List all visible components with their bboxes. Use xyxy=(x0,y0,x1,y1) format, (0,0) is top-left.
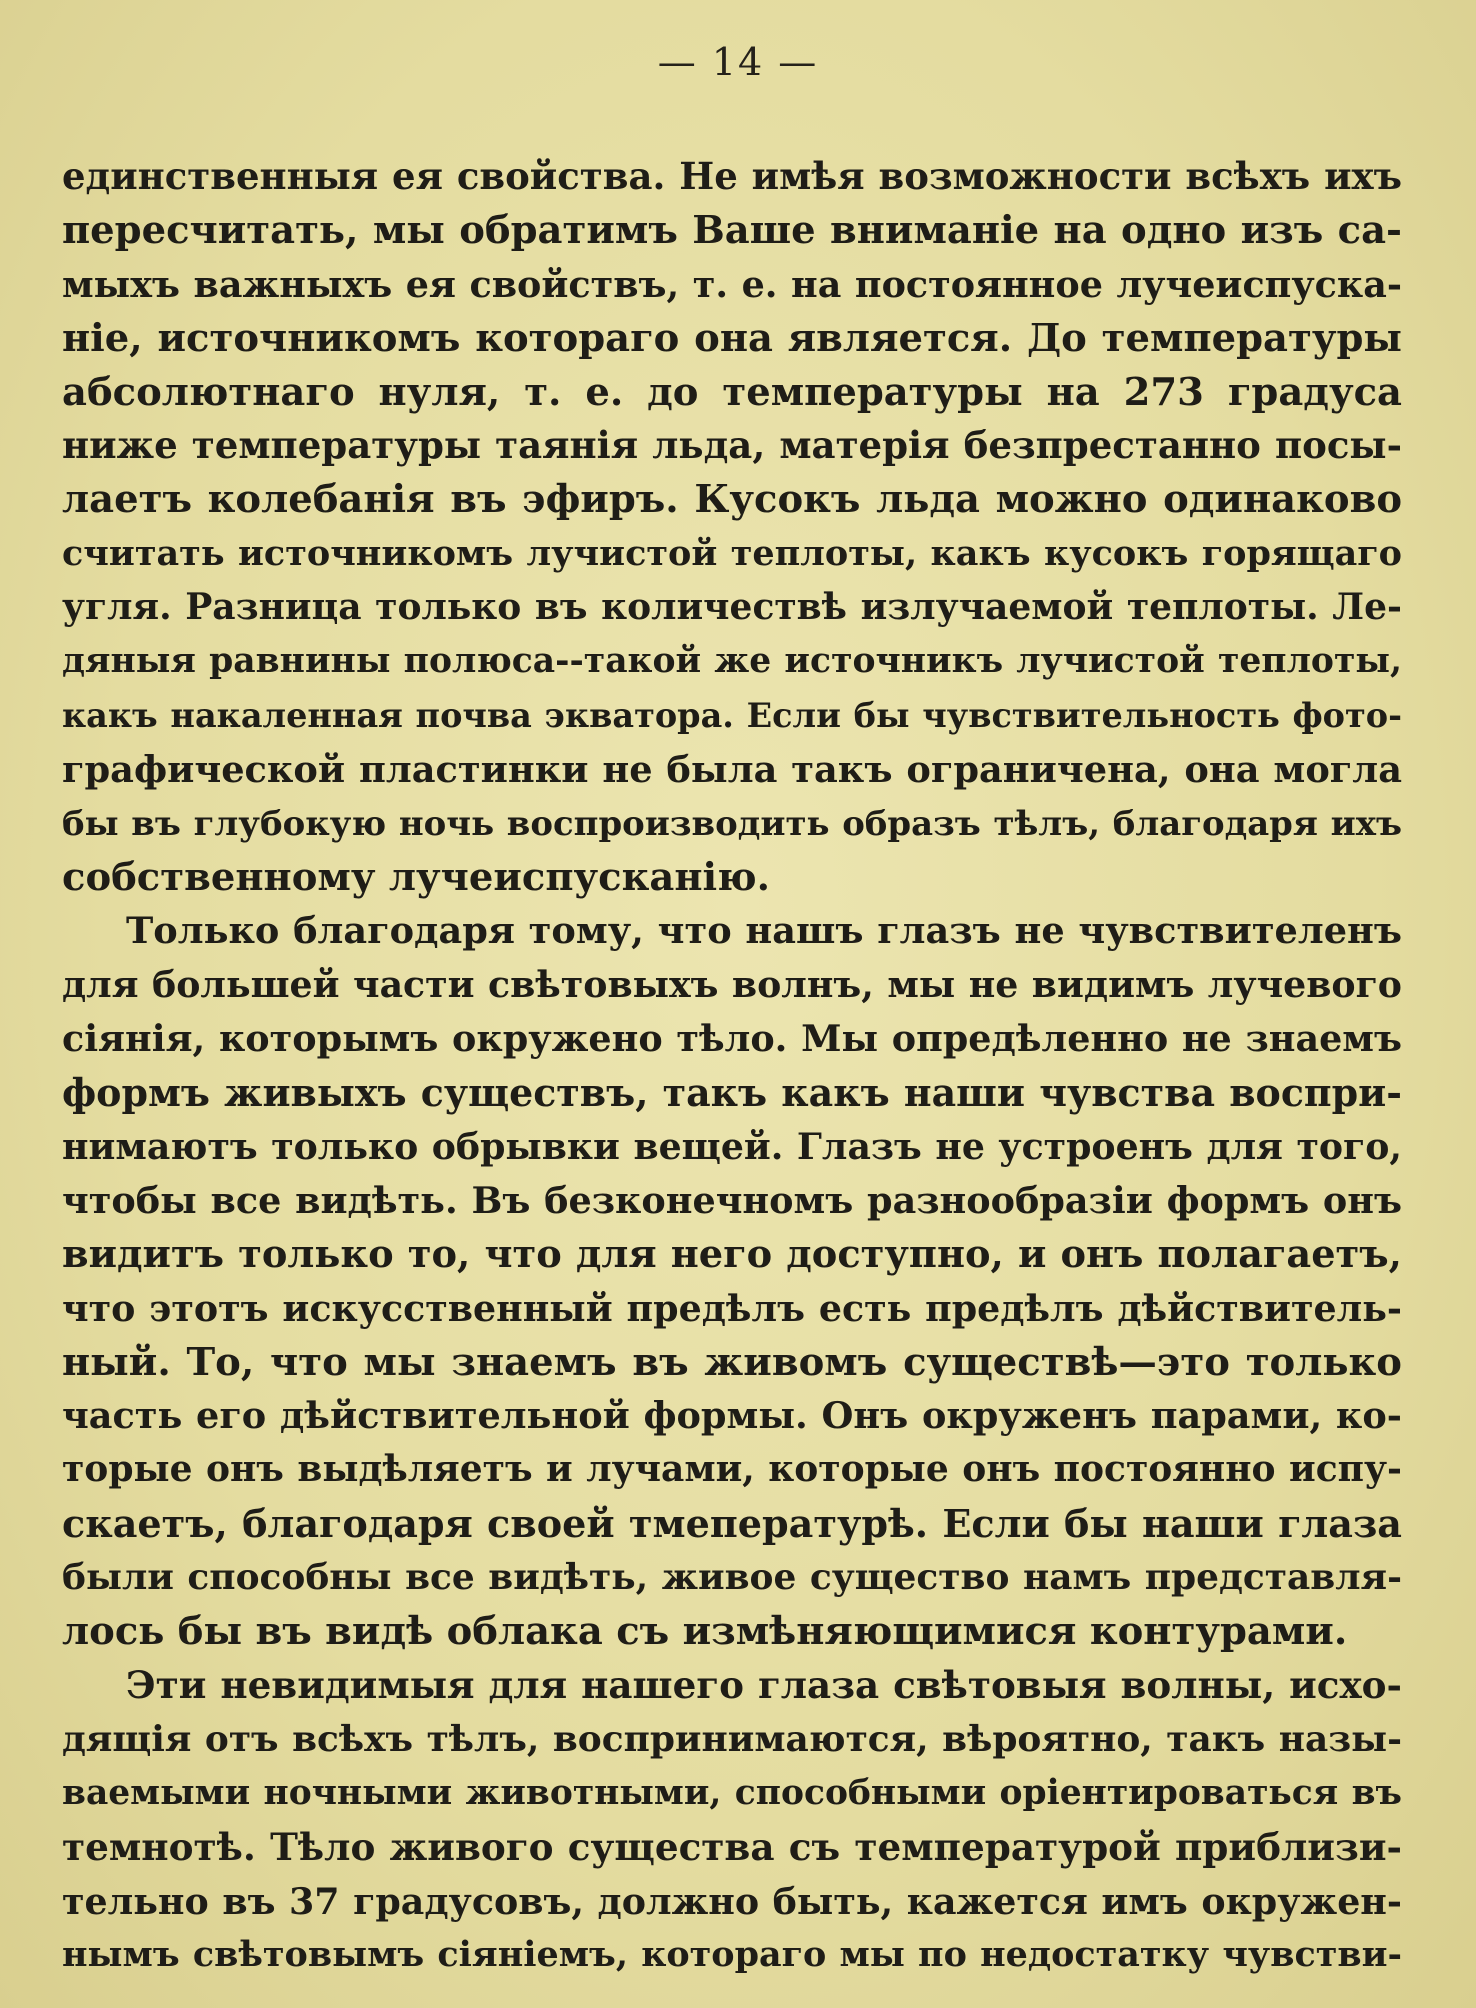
paragraph-end-line: собственному лучеиспусканію. xyxy=(62,854,771,900)
text-line: пересчитать, мы обратимъ Ваше вниманіе на одно изъ са- xyxy=(62,207,1402,253)
text-line: мыхъ важныхъ ея свойствъ, т. е. на постоянное лучеиспуска- xyxy=(62,262,1402,306)
text-line: абсолютнаго нуля, т. е. до температуры на 273 градуса xyxy=(62,369,1402,415)
text-line: тельно въ 37 градусовъ, должно быть, кажется имъ окружен- xyxy=(62,1879,1402,1923)
text-line: сіянія, которымъ окружено тѣло. Мы опредѣленно не знаемъ xyxy=(62,1017,1402,1061)
body-text xyxy=(62,150,1402,1982)
text-line: бы въ глубокую ночь воспроизводить образъ тѣлъ, благодаря ихъ xyxy=(62,802,1402,843)
text-line: ніе, источникомъ котораго она является. До температуры xyxy=(62,315,1402,361)
paragraph-end-line: лось бы въ видѣ облака съ измѣняющимися контурами. xyxy=(62,1609,1348,1655)
text-line: дящія отъ всѣхъ тѣлъ, воспринимаются, вѣроятно, такъ назы- xyxy=(62,1717,1402,1760)
text-line: лаетъ колебанія въ эфиръ. Кусокъ льда можно одинаково xyxy=(62,477,1402,523)
text-line: считать источникомъ лучистой теплоты, какъ кусокъ горящаго xyxy=(62,533,1402,575)
text-line: ный. То, что мы знаемъ въ живомъ существѣ—это только xyxy=(62,1339,1402,1385)
text-line: для большей части свѣтовыхъ волнъ, мы не видимъ лучевого xyxy=(62,963,1402,1007)
text-line: формъ живыхъ существъ, такъ какъ наши чувства воспри- xyxy=(62,1070,1402,1116)
text-line: часть его дѣйствительной формы. Онъ окруженъ парами, ко- xyxy=(62,1394,1402,1438)
text-line: графической пластинки не была такъ ограничена, она могла xyxy=(62,747,1402,791)
text-line: угля. Разница только въ количествѣ излучаемой теплоты. Ле- xyxy=(62,586,1402,629)
text-line: ваемыми ночными животными, способными оріентироваться въ xyxy=(62,1772,1402,1813)
text-line: торые онъ выдѣляетъ и лучами, которые онъ постоянно испу- xyxy=(62,1448,1402,1491)
paragraph-start-line: Эти невидимыя для нашего глаза свѣтовыя волны, исхо- xyxy=(126,1662,1402,1707)
text-line: видитъ только то, что для него доступно, и онъ полагаетъ, xyxy=(62,1231,1402,1277)
paragraph-start-line: Только благодаря тому, что нашъ глазъ не чувствителенъ xyxy=(126,909,1402,953)
text-line: были способны все видѣть, живое существо намъ представля- xyxy=(62,1556,1402,1599)
text-line: скаетъ, благодаря своей тмепературѣ. Если бы наши глаза xyxy=(62,1501,1402,1547)
text-line: дяныя равнины полюса--такой же источникъ лучистой теплоты, xyxy=(62,641,1402,682)
text-line: что этотъ искусственный предѣлъ есть предѣлъ дѣйствитель- xyxy=(62,1286,1402,1330)
text-line: какъ накаленная почва экватора. Если бы чувствительность фото- xyxy=(62,695,1402,735)
text-line: ниже температуры таянія льда, матерія безпрестанно посы- xyxy=(62,423,1402,468)
text-line: нимаютъ только обрывки вещей. Глазъ не устроенъ для того, xyxy=(62,1125,1402,1169)
page-number: — 14 — xyxy=(657,40,819,84)
text-line: чтобы все видѣть. Въ безконечномъ разнообразіи формъ онъ xyxy=(62,1178,1402,1222)
text-line: темнотѣ. Тѣло живого существа съ температурой приблизи- xyxy=(62,1824,1402,1869)
text-line: единственныя ея свойства. Не имѣя возможности всѣхъ ихъ xyxy=(62,154,1402,198)
text-line: нымъ свѣтовымъ сіяніемъ, котораго мы по недостатку чувстви- xyxy=(62,1934,1402,1976)
